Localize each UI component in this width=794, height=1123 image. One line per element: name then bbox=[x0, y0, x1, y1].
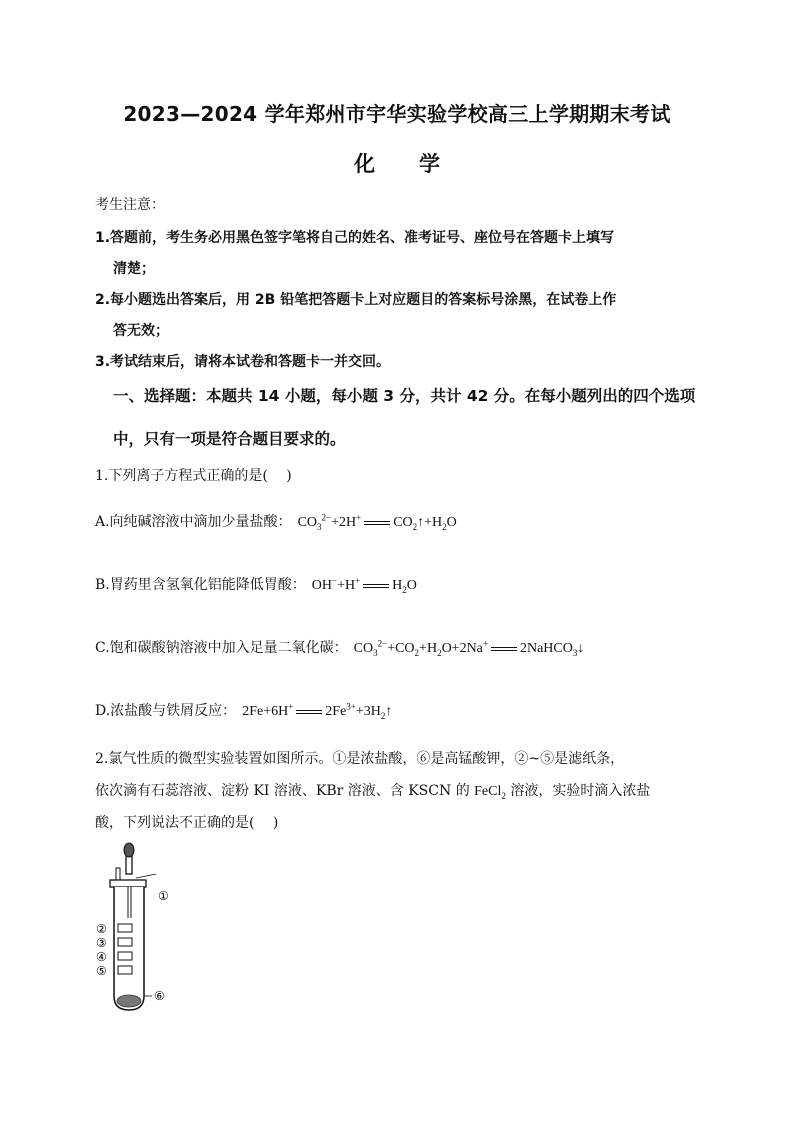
q1-option-d-label: D.浓盐酸与铁屑反应： bbox=[95, 703, 237, 719]
q1-option-a bbox=[95, 511, 457, 532]
q1-option-c-equation: $CO_3^{2-}+CO_2+H_2O+2Na^+$ 2NaHCO$_3$↓ bbox=[353, 638, 585, 658]
notice-item-1-line2: 清楚； bbox=[113, 261, 155, 277]
subject-char-1: 化 bbox=[354, 152, 375, 176]
q2-formula-base: FeCl bbox=[474, 784, 502, 799]
q2-line2-b: 溶液，实验时滴入浓盐 bbox=[505, 783, 651, 799]
q1-stem: 1.下列离子方程式正确的是( ) bbox=[95, 468, 292, 484]
paper-strip-4 bbox=[118, 952, 132, 960]
leader-line-1 bbox=[136, 874, 156, 878]
q2-formula-sub: 2 bbox=[501, 790, 506, 801]
q1-option-d-equation: 2Fe+6H+ $2Fe^{3+}+3H_2↑$ bbox=[242, 701, 393, 721]
test-tube-apparatus-figure bbox=[92, 838, 202, 1018]
q1-option-d bbox=[95, 700, 392, 721]
q1-option-a-equation: $CO_3^{2-}+2H^+$ $CO_2↑+H_2O$ bbox=[297, 512, 457, 532]
figure-label-5: ⑤ bbox=[96, 964, 107, 978]
q1-option-b-equation: OH−+H+ $H_2O$ bbox=[311, 575, 417, 595]
dropper-bulb bbox=[124, 843, 134, 857]
kmno4-solid bbox=[117, 995, 141, 1007]
paper-strip-3 bbox=[118, 938, 132, 946]
q2-line3: 酸，下列说法不正确的是( ) bbox=[95, 815, 279, 831]
exam-title: 2023—2024 学年郑州市宇华实验学校高三上学期期末考试 bbox=[123, 102, 671, 126]
section1-line2: 中，只有一项是符合题目要求的。 bbox=[113, 430, 346, 448]
q2-line2 bbox=[95, 780, 650, 801]
q1-option-a-label: A.向纯碱溶液中滴加少量盐酸： bbox=[95, 514, 292, 530]
figure-label-1: ① bbox=[158, 889, 169, 903]
figure-label-6: ⑥ bbox=[154, 989, 165, 1003]
q1-option-c-label: C.饱和碳酸钠溶液中加入足量二氧化碳： bbox=[95, 640, 348, 656]
notice-heading: 考生注意： bbox=[95, 197, 165, 213]
paper-strip-5 bbox=[118, 966, 132, 974]
q1-option-b-label: B.胃药里含氢氧化铝能降低胃酸： bbox=[95, 577, 306, 593]
notice-item-2-line1: 2.每小题选出答案后，用 2B 铅笔把答题卡上对应题目的答案标号涂黑，在试卷上作 bbox=[95, 292, 617, 308]
test-tube-body bbox=[114, 887, 144, 1010]
q1-option-b bbox=[95, 574, 417, 595]
section1-line1: 一、选择题：本题共 14 小题，每小题 3 分，共计 42 分。在每小题列出的四个选项 bbox=[113, 387, 696, 405]
figure-label-2: ② bbox=[96, 922, 107, 936]
q2-line1: 2.氯气性质的微型实验装置如图所示。①是浓盐酸，⑥是高锰酸钾，②~⑤是滤纸条， bbox=[95, 751, 625, 767]
stopper bbox=[110, 880, 146, 887]
q1-option-c bbox=[95, 637, 584, 658]
paper-strip-2 bbox=[118, 924, 132, 932]
subject-heading bbox=[0, 148, 794, 178]
figure-label-4: ④ bbox=[96, 950, 107, 964]
notice-item-1-line1: 1.答题前，考生务必用黑色签字笔将自己的姓名、准考证号、座位号在答题卡上填写 bbox=[95, 230, 615, 246]
q2-line2-a: 依次滴有石蕊溶液、淀粉 KI 溶液、KBr 溶液、含 KSCN 的 bbox=[95, 783, 475, 799]
notice-item-2-line2: 答无效； bbox=[113, 323, 169, 339]
subject-char-2: 学 bbox=[419, 152, 440, 176]
figure-label-3: ③ bbox=[96, 936, 107, 950]
notice-item-3-line1: 3.考试结束后，请将本试卷和答题卡一并交回。 bbox=[95, 354, 391, 370]
q2-formula bbox=[474, 784, 506, 799]
